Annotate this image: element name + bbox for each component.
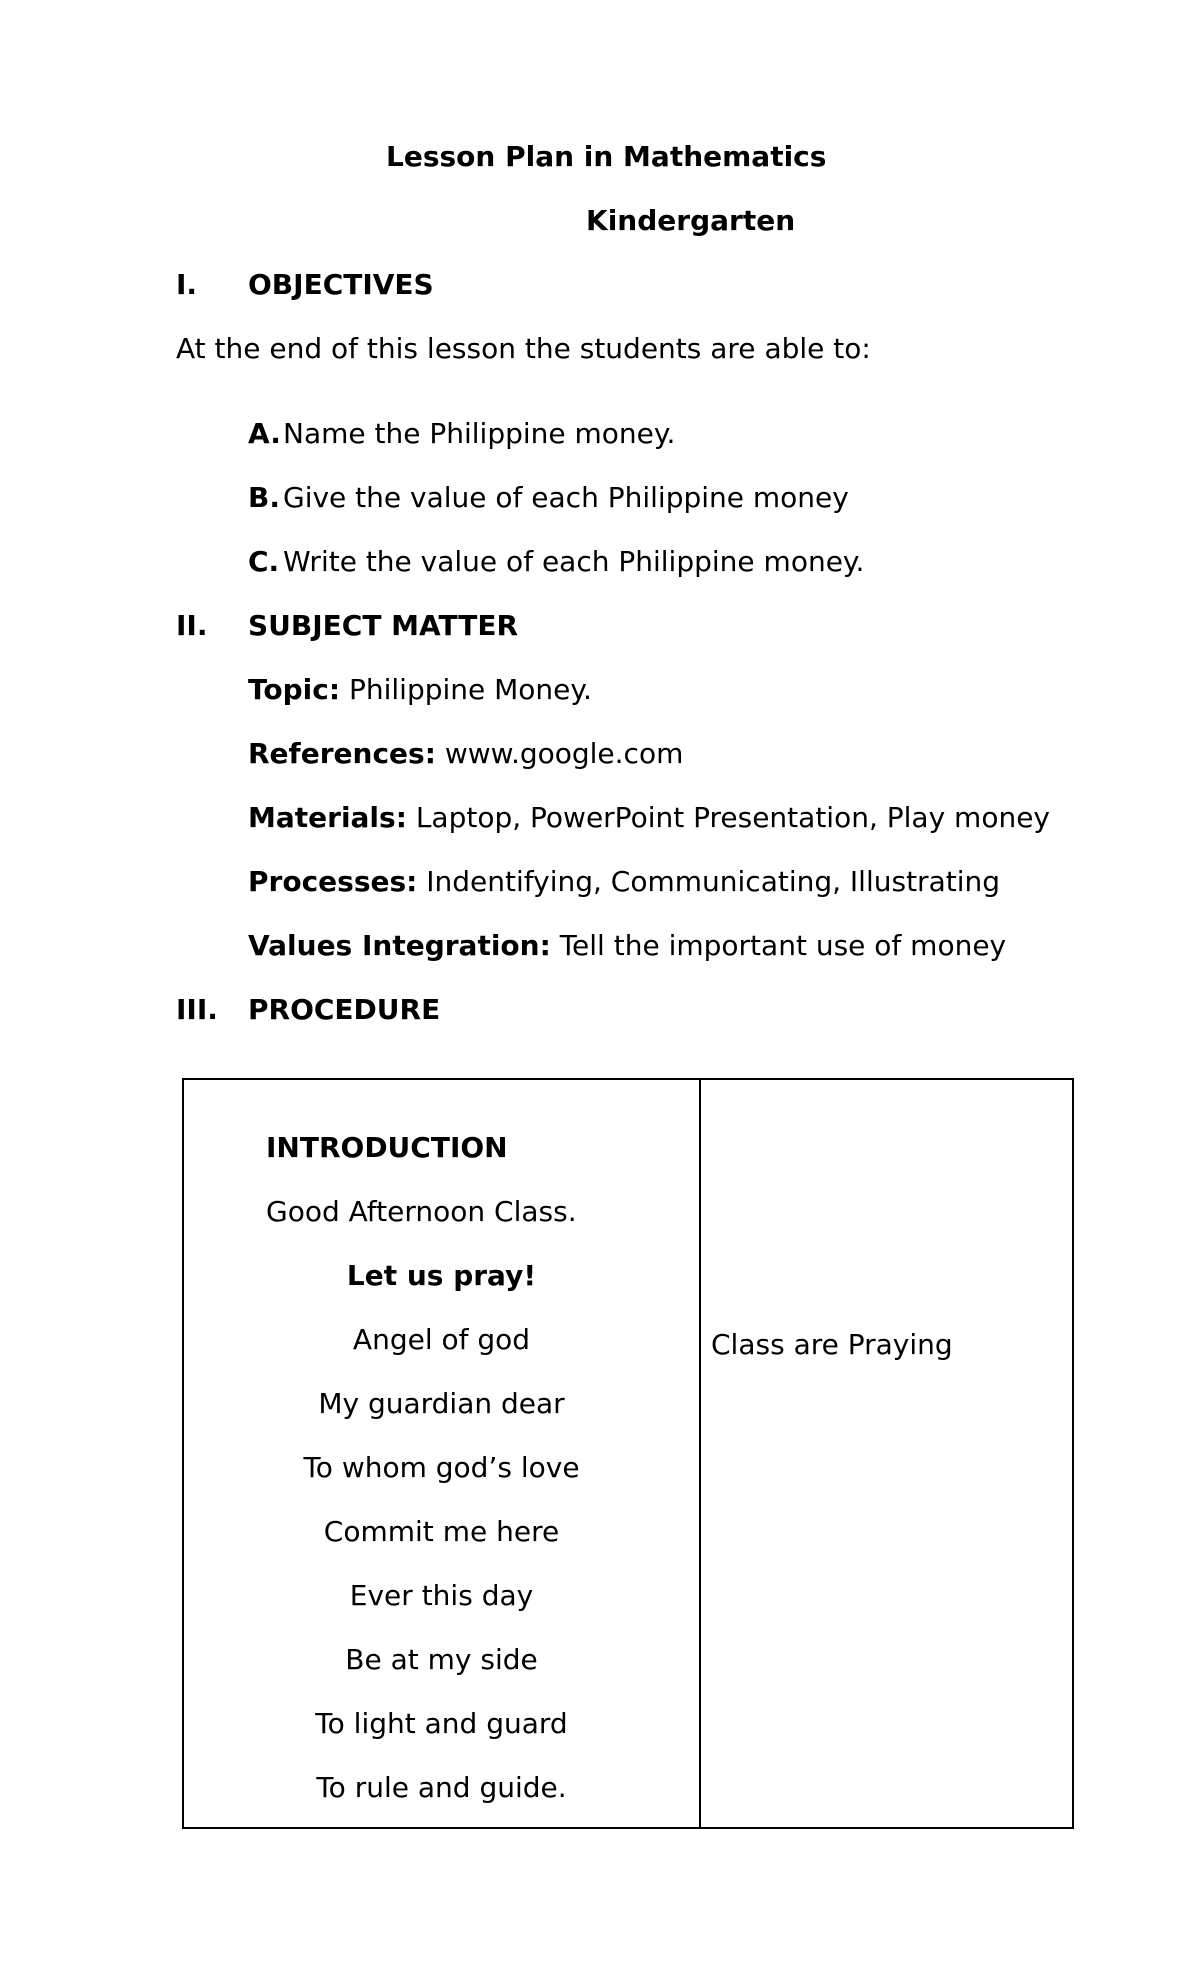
section-number-subject-matter: II. xyxy=(176,609,208,642)
field-value: Philippine Money. xyxy=(348,673,592,706)
procedure-table xyxy=(182,1078,1074,1829)
prayer-line: My guardian dear xyxy=(318,1387,565,1420)
objectives-intro: At the end of this lesson the students are able to: xyxy=(176,332,871,365)
objective-text: Give the value of each Philippine money xyxy=(283,481,849,514)
objective-text: Name the Philippine money. xyxy=(283,417,676,450)
section-heading-subject-matter: SUBJECT MATTER xyxy=(248,609,519,642)
prayer-line: Commit me here xyxy=(323,1515,560,1548)
objective-text: Write the value of each Philippine money. xyxy=(283,545,865,578)
page-subtitle: Kindergarten xyxy=(586,204,796,237)
subject-field-materials xyxy=(248,800,1050,836)
field-label: References: xyxy=(248,737,436,770)
field-value: www.google.com xyxy=(444,737,684,770)
objective-letter: C. xyxy=(248,545,280,578)
subject-field-values-integration xyxy=(248,928,1006,964)
field-value: Indentifying, Communicating, Illustrating xyxy=(426,865,1001,898)
prayer-line: To rule and guide. xyxy=(316,1771,567,1804)
prayer-line: Be at my side xyxy=(345,1643,538,1676)
section-number-procedure: III. xyxy=(176,993,218,1026)
prayer-call: Let us pray! xyxy=(346,1259,537,1292)
field-value: Laptop, PowerPoint Presentation, Play money xyxy=(415,801,1050,834)
field-label: Processes: xyxy=(248,865,418,898)
section-number-objectives: I. xyxy=(176,268,198,301)
objective-letter: B. xyxy=(248,481,280,514)
prayer-line: Angel of god xyxy=(352,1323,531,1356)
field-label: Materials: xyxy=(248,801,407,834)
prayer-line: Ever this day xyxy=(349,1579,534,1612)
student-response: Class are Praying xyxy=(711,1328,953,1361)
field-label: Values Integration: xyxy=(248,929,551,962)
introduction-heading: INTRODUCTION xyxy=(266,1131,508,1164)
page-title: Lesson Plan in Mathematics xyxy=(386,140,827,173)
subject-field-topic xyxy=(248,672,592,708)
field-value: Tell the important use of money xyxy=(559,929,1007,962)
section-heading-objectives: OBJECTIVES xyxy=(248,268,434,301)
field-label: Topic: xyxy=(248,673,341,706)
objective-letter: A. xyxy=(248,417,281,450)
prayer-line: To light and guard xyxy=(315,1707,568,1740)
subject-field-references xyxy=(248,736,683,772)
section-heading-procedure: PROCEDURE xyxy=(248,993,441,1026)
subject-field-processes xyxy=(248,864,1000,900)
student-activity-cell xyxy=(700,1079,1073,1828)
greeting-text: Good Afternoon Class. xyxy=(266,1195,577,1228)
teacher-activity-cell xyxy=(183,1079,700,1828)
prayer-line: To whom god’s love xyxy=(303,1451,580,1484)
